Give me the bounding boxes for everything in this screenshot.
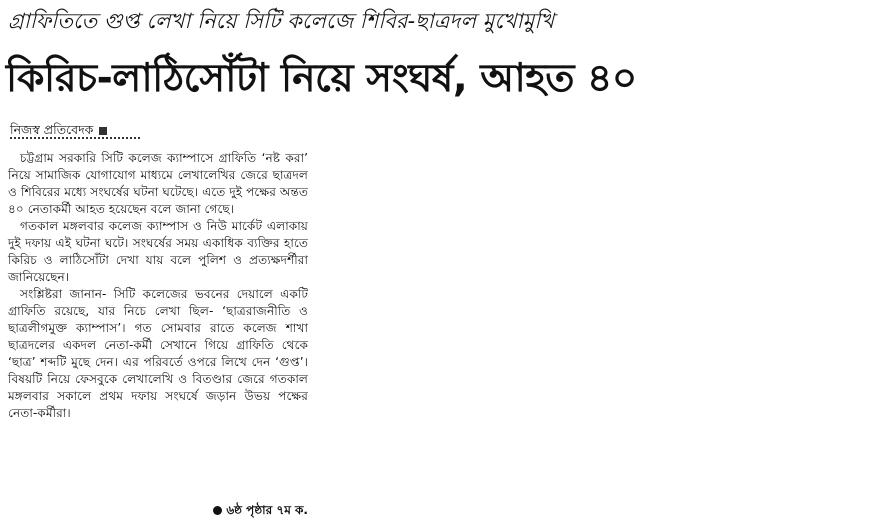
square-bullet-icon xyxy=(99,127,107,135)
kicker-headline: গ্রাফিতিতে গুপ্ত লেখা নিয়ে সিটি কলেজে শিবির-ছাত্রদল মুখোমুখি xyxy=(8,9,555,33)
bullet-dot-icon xyxy=(213,506,222,515)
dotted-divider xyxy=(10,137,140,139)
continuation-text: ৬ষ্ঠ পৃষ্ঠার ৭ম ক. xyxy=(226,503,308,517)
continuation-note xyxy=(8,500,308,520)
article-body xyxy=(8,150,308,422)
paragraph: গতকাল মঙ্গলবার কলেজ ক্যাম্পাস ও নিউ মার্কেট এলাকায় দুই দফায় এই ঘটনা ঘটে। সংঘর্ষের সময় একাধিক ব্যক্তির হাতে কিরিচ ও লাঠিসোঁটা দেখা যায় বলে পুলিশ ও প্রত্যক্ষদর্শীরা জানিয়েছেন। xyxy=(8,219,308,284)
byline-text: নিজস্ব প্রতিবেদক xyxy=(10,122,94,137)
paragraph: সংশ্লিষ্টরা জানান- সিটি কলেজের ভবনের দেয়ালে একটি গ্রাফিতি রয়েছে, যার নিচে লেখা ছিল- ‘ছাত্ররাজনীতি ও ছাত্রলীগমুক্ত ক্যাম্পাস’। গত সোমবার রাতে কলেজ শাখা ছাত্রদলের একদল নেতা-কর্মী সেখানে গিয়ে গ্রাফিতি থেকে ‘ছাত্র’ শব্দটি মুছে দেন। এর পরিবর্তে ওপরে লিখে দেন ‘গুপ্ত’। বিষয়টি নিয়ে ফেসবুকে লেখালেখি ও বিতণ্ডার জেরে গতকাল মঙ্গলবার সকালে প্রথম দফায় সংঘর্ষে জড়ান উভয় পক্ষের নেতা-কর্মীরা। xyxy=(8,287,308,420)
paragraph: চট্টগ্রাম সরকারি সিটি কলেজ ক্যাম্পাসে গ্রাফিতি ‘নষ্ট করা’ নিয়ে সামাজিক যোগাযোগ মাধ্যমে লেখালেখির জেরে ছাত্রদল ও শিবিরের মধ্যে সংঘর্ষের ঘটনা ঘটেছে। এতে দুই পক্ষের অন্তত ৪০ নেতাকর্মী আহত হয়েছেন বলে জানা গেছে। xyxy=(8,151,308,216)
main-headline: কিরিচ-লাঠিসোঁটা নিয়ে সংঘর্ষ, আহত ৪০ xyxy=(6,56,637,101)
